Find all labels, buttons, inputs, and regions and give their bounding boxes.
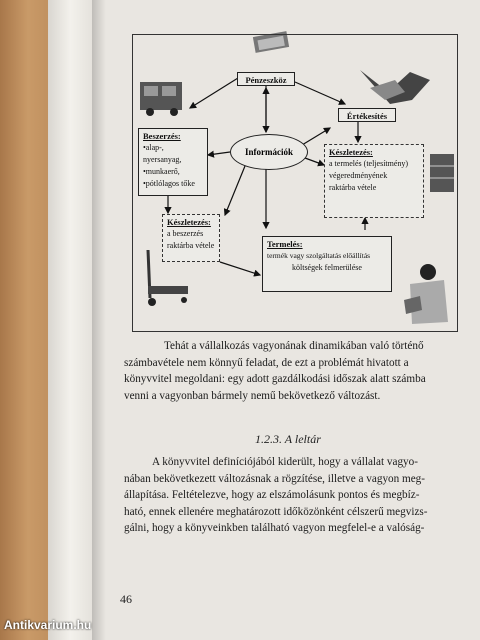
keszletezes-output-line: raktárba vétele — [329, 183, 377, 192]
beszerzes-line: •pótlólagos tőke — [143, 179, 195, 188]
text-line: ható, ennek ellenére meghatározott időközönként célszerű megvizs- — [124, 505, 428, 518]
text-line: Tehát a vállalkozás vagyonának dinamikában való történő — [164, 340, 424, 352]
termeles-line: költségek felmerülése — [292, 263, 362, 272]
page-number: 46 — [120, 592, 132, 606]
termeles-title: Termelés: — [267, 239, 303, 249]
diagram-keszletezes-input-box — [162, 214, 220, 262]
text-line: venni a vagyonban bármely nemű bekövetkező változást. — [124, 389, 381, 402]
diagram-ertekesites-label: Értékesítés — [346, 111, 388, 121]
diagram-informaciok-ellipse — [230, 134, 308, 170]
diagram-beszerzes-box — [138, 128, 208, 196]
body-paragraph-1 — [124, 338, 458, 404]
keszletezes-output-line: a termelés (teljesítmény) — [329, 159, 409, 168]
section-title: 1.2.3. A leltár — [255, 432, 321, 446]
diagram-penzeszkoz-label: Pénzeszköz — [245, 75, 287, 85]
diagram-keszletezes-output-box — [324, 144, 424, 218]
beszerzes-title: Beszerzés: — [143, 131, 181, 141]
text-line: A könyvvitel definíciójából kiderült, hogy a vállalat vagyo- — [152, 456, 418, 468]
diagram-ertekesites-box — [338, 108, 396, 122]
watermark: Antikvarium.hu — [4, 618, 92, 632]
keszletezes-output-title: Készletezés: — [329, 147, 373, 157]
termeles-line: termék vagy szolgáltatás előállítás — [267, 251, 371, 260]
keszletezes-output-line: végeredményének — [329, 171, 388, 180]
text-line: gálni, hogy a könyveinkben található vagyon megfelel-e a valóság- — [124, 522, 425, 534]
diagram-penzeszkoz-box — [237, 72, 295, 86]
diagram-informaciok-label: Információk — [245, 147, 293, 157]
keszletezes-input-title: Készletezés: — [167, 217, 211, 227]
text-line: számbavétele nem könnyű feladat, de ezt a problémát hivatott a — [124, 356, 409, 369]
keszletezes-input-line: raktárba vétele — [167, 241, 215, 250]
keszletezes-input-line: a beszerzés — [167, 229, 204, 238]
diagram-termeles-box — [262, 236, 392, 292]
beszerzes-line: •alap-, nyersanyag, — [143, 143, 182, 164]
text-line: nában bekövetkezett változásnak a rögzítése, illetve a vagyon meg- — [124, 472, 426, 485]
text-line: állapítása. Feltételezve, hogy az elszámolásunk pontos és megbíz- — [124, 489, 420, 501]
beszerzes-line: •munkaerő, — [143, 167, 180, 176]
body-paragraph-2 — [124, 454, 458, 537]
text-line: könyvvitel megoldani: egy adott gazdálkodási időszak alatt számba — [124, 373, 426, 385]
